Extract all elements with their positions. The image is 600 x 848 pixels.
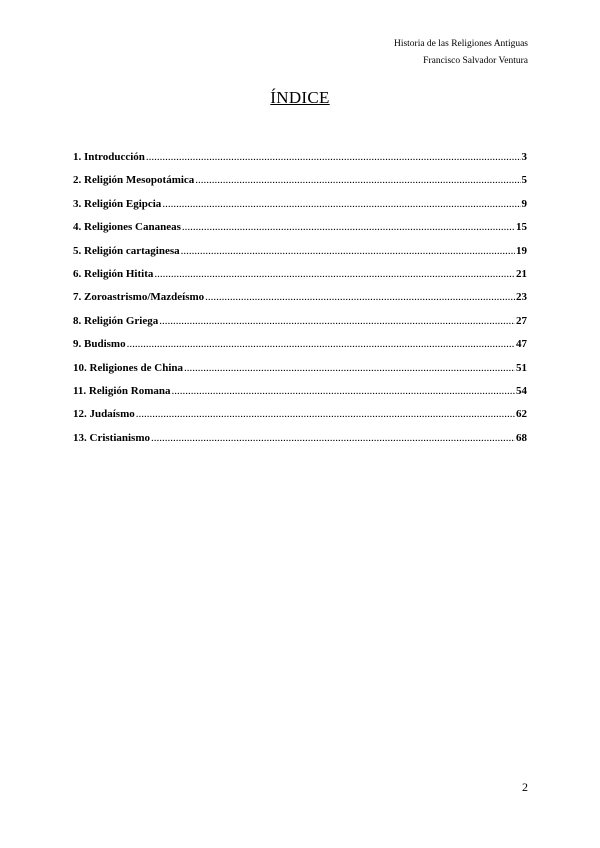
toc-entry-label: 7. Zoroastrismo/Mazdeísmo — [73, 291, 205, 304]
toc-leader-dots — [181, 245, 515, 257]
header-author: Francisco Salvador Ventura — [423, 56, 528, 66]
toc-entry[interactable] — [73, 291, 527, 314]
toc-entry[interactable] — [73, 362, 527, 385]
toc-entry-label: 4. Religiones Cananeas — [73, 221, 181, 234]
page-title: ÍNDICE — [270, 88, 330, 107]
toc-entry-page: 51 — [516, 361, 527, 374]
toc-entry[interactable] — [73, 315, 527, 338]
toc-entry-label: 2. Religión Mesopotámica — [73, 174, 195, 187]
toc-entry[interactable] — [73, 338, 527, 361]
toc-entry-label: 6. Religión Hitita — [73, 267, 154, 280]
toc-leader-dots — [159, 315, 515, 327]
toc-entry[interactable] — [73, 198, 527, 221]
toc-leader-dots — [151, 432, 515, 444]
toc-entry-page: 3 — [521, 151, 527, 163]
toc-entry-page: 62 — [516, 408, 527, 421]
toc-entry-label: 8. Religión Griega — [73, 314, 159, 327]
toc-leader-dots — [205, 291, 515, 303]
toc-entry[interactable] — [73, 174, 527, 197]
toc-leader-dots — [146, 151, 521, 163]
toc-entry[interactable] — [73, 221, 527, 244]
header-book-title: Historia de las Religiones Antiguas — [393, 39, 528, 49]
toc-entry-label: 1. Introducción — [73, 151, 145, 163]
toc-entry[interactable] — [73, 385, 527, 408]
toc-entry-page: 19 — [516, 244, 527, 257]
toc-leader-dots — [127, 338, 515, 350]
toc-entry[interactable] — [73, 408, 527, 431]
toc-entry-label: 10. Religiones de China — [73, 361, 184, 374]
page-number: 2 — [522, 780, 528, 794]
toc-entry-page: 21 — [516, 267, 527, 280]
toc-entry[interactable] — [73, 432, 527, 455]
toc-leader-dots — [154, 268, 515, 280]
toc-entry-page: 68 — [516, 431, 527, 444]
toc-entry[interactable] — [73, 245, 527, 268]
toc-leader-dots — [136, 408, 515, 420]
toc-entry-label: 3. Religión Egipcia — [73, 197, 162, 210]
toc-entry-label: 13. Cristianismo — [73, 431, 150, 444]
toc-entry-label: 11. Religión Romana — [73, 384, 171, 397]
toc-entry-label: 9. Budismo — [73, 338, 126, 351]
toc-entry-label: 5. Religión cartaginesa — [73, 244, 180, 257]
toc-leader-dots — [195, 174, 520, 186]
toc-leader-dots — [182, 221, 515, 233]
toc-entry-page: 5 — [521, 174, 527, 187]
toc-leader-dots — [171, 385, 515, 397]
toc-entry-page: 54 — [516, 384, 527, 397]
running-header — [394, 36, 528, 70]
toc-entry-page: 15 — [516, 221, 527, 234]
toc-entry[interactable] — [73, 151, 527, 174]
toc-entry-page: 9 — [521, 197, 527, 210]
toc-entry[interactable] — [73, 268, 527, 291]
toc-entry-label: 12. Judaísmo — [73, 408, 135, 421]
toc-entry-page: 23 — [516, 291, 527, 304]
toc-leader-dots — [184, 362, 515, 374]
toc-leader-dots — [162, 198, 520, 210]
table-of-contents — [73, 151, 527, 455]
toc-entry-page: 27 — [516, 314, 527, 327]
toc-entry-page: 47 — [516, 338, 527, 351]
